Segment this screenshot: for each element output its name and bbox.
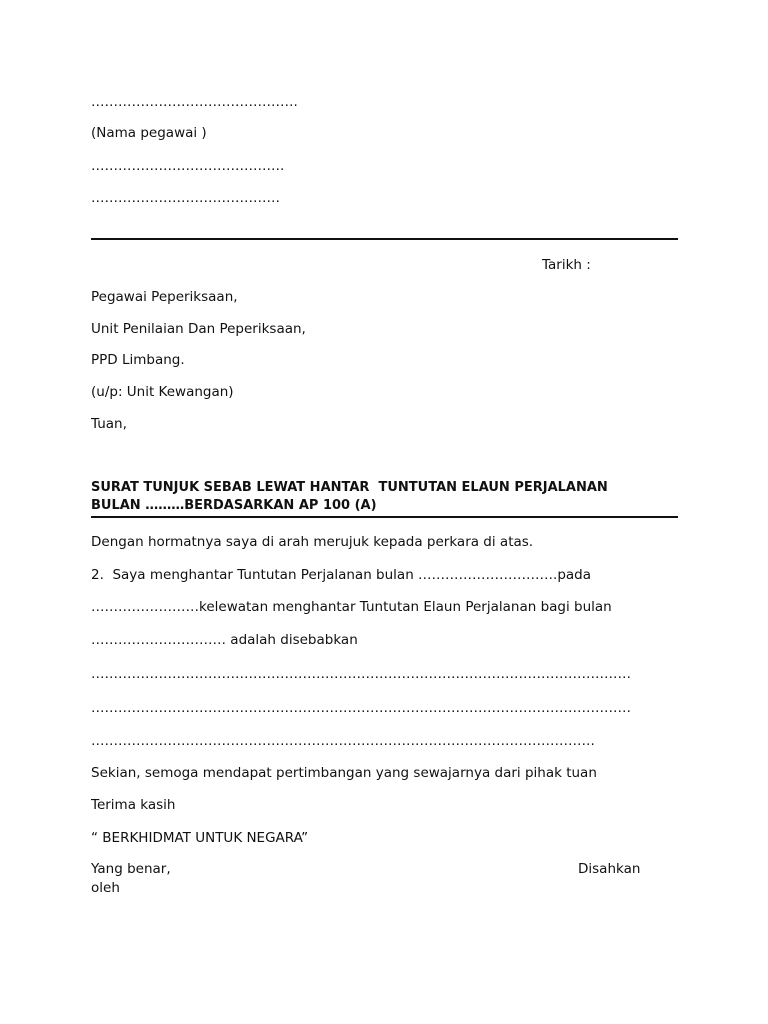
body-paragraph-2-line-1: 2. Saya menghantar Tuntutan Perjalanan bulan ………………………….pada: [91, 567, 592, 583]
sender-name-label: (Nama pegawai ): [91, 125, 207, 141]
signoff-right-continuation: oleh: [91, 880, 120, 896]
body-paragraph-2-line-3: ………………………… adalah disebabkan: [91, 632, 358, 648]
recipient-line-4: (u/p: Unit Kewangan): [91, 384, 234, 400]
recipient-line-1: Pegawai Peperiksaan,: [91, 289, 238, 305]
closing-line-2: Terima kasih: [91, 797, 176, 813]
subject-line-1: SURAT TUNJUK SEBAB LEWAT HANTAR TUNTUTAN ELAUN PERJALANAN: [91, 480, 608, 495]
dotted-line-reason-1: …………………………………………………………………………………………………………: [91, 666, 631, 682]
signoff-right: Disahkan: [578, 861, 641, 877]
sender-dotted-line-3: ……………………………………: [91, 190, 280, 206]
signoff-left: Yang benar,: [91, 861, 171, 877]
sender-dotted-line-2: …………………………………….: [91, 158, 285, 174]
recipient-line-2: Unit Penilaian Dan Peperiksaan,: [91, 321, 306, 337]
dotted-line-reason-3: ………………………………………………………………………………………………….: [91, 733, 595, 749]
body-paragraph-1: Dengan hormatnya saya di arah merujuk kepada perkara di atas.: [91, 534, 534, 550]
motto: “ BERKHIDMAT UNTUK NEGARA”: [91, 830, 309, 846]
salutation: Tuan,: [91, 416, 127, 432]
recipient-line-3: PPD Limbang.: [91, 352, 185, 368]
dotted-line-reason-2: …………………………………………………………………………………………………………: [91, 700, 631, 716]
subject-underline: [91, 516, 678, 518]
closing-line-1: Sekian, semoga mendapat pertimbangan yang sewajarnya dari pihak tuan: [91, 765, 597, 781]
sender-dotted-line-1: ……………………………………….: [91, 94, 298, 110]
subject-line-2: BULAN ………BERDASARKAN AP 100 (A): [91, 498, 377, 513]
date-label: Tarikh :: [542, 257, 591, 273]
header-divider: [91, 238, 678, 240]
body-paragraph-2-line-2: ……………………kelewatan menghantar Tuntutan Elaun Perjalanan bagi bulan: [91, 599, 612, 615]
